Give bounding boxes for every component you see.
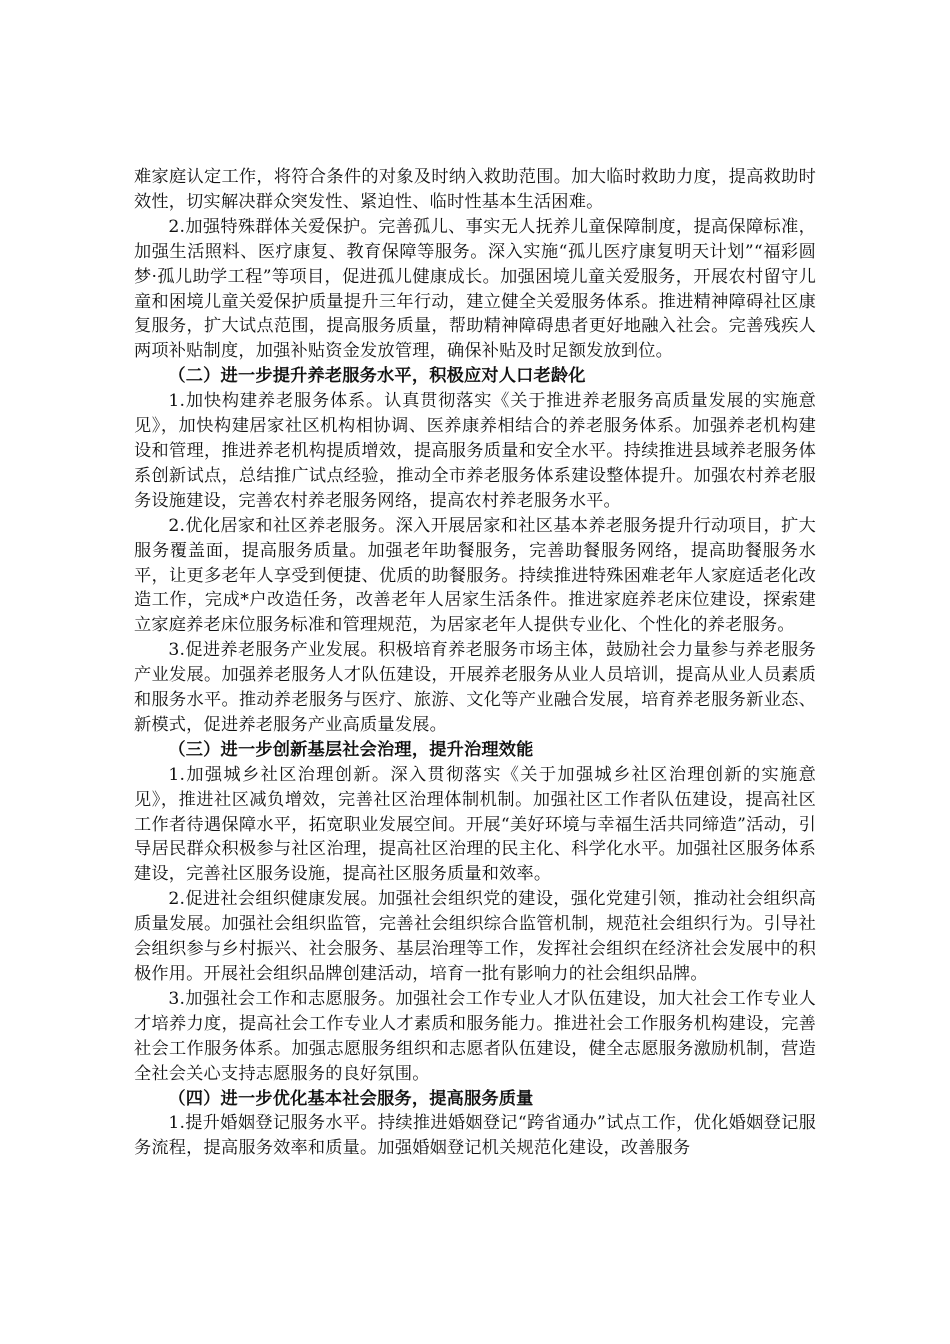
- paragraph-special-groups-care: 2.加强特殊群体关爱保护。完善孤儿、事实无人抚养儿童保障制度，提高保障标准，加强生活照料、医疗康复、教育保障等服务。深入实施“孤儿医疗康复明天计划”“福彩圆梦·孤儿助学工程”等项目，促进孤儿健康成长。加强困境儿童关爱服务，开展农村留守儿童和困境儿童关爱保护质量提升三年行动，建立健全关爱服务体系。推进精神障碍社区康复服务，扩大试点范围，提高服务质量，帮助精神障碍患者更好地融入社会。完善残疾人两项补贴制度，加强补贴资金发放管理，确保补贴及时足额发放到位。: [134, 216, 816, 362]
- paragraph-elderly-care-industry: 3.促进养老服务产业发展。积极培育养老服务市场主体，鼓励社会力量参与养老服务产业发展。加强养老服务人才队伍建设，开展养老服务从业人员培训，提高从业人员素质和服务水平。推动养老服务与医疗、旅游、文化等产业融合发展，培育养老服务新业态、新模式，促进养老服务产业高质量发展。: [134, 640, 816, 735]
- paragraph-home-community-care: 2.优化居家和社区养老服务。深入开展居家和社区基本养老服务提升行动项目，扩大服务覆盖面，提高服务质量。加强老年助餐服务，完善助餐服务网络，提高助餐服务水平，让更多老年人享受到便捷、优质的助餐服务。持续推进特殊困难老年人家庭适老化改造工作，完成*户改造任务，改善老年人居家生活条件。推进家庭养老床位建设，探索建立家庭养老床位服务标准和管理规范，为居家老年人提供专业化、个性化的养老服务。: [134, 515, 816, 636]
- paragraph-elderly-care-system: 1.加快构建养老服务体系。认真贯彻落实《关于推进养老服务高质量发展的实施意见》，加快构建居家社区机构相协调、医养康养相结合的养老服务体系。加强养老机构建设和管理，推进养老机构提质增效，提高服务质量和安全水平。持续推进县域养老服务体系创新试点，总结推广试点经验，推动全市养老服务体系建设整体提升。加强农村养老服务设施建设，完善农村养老服务网络，提高农村养老服务水平。: [134, 391, 816, 511]
- document-page: [134, 165, 816, 1161]
- paragraph-community-governance: 1.加强城乡社区治理创新。深入贯彻落实《关于加强城乡社区治理创新的实施意见》，推进社区减负增效，完善社区治理体制机制。加强社区工作者队伍建设，提高社区工作者待遇保障水平，拓宽职业发展空间。开展“美好环境与幸福生活共同缔造”活动，引导居民群众积极参与社区治理，提高社区治理的民主化、科学化水平。加强社区服务体系建设，完善社区服务设施，提高社区服务质量和效率。: [134, 764, 816, 885]
- paragraph-social-work-volunteer: 3.加强社会工作和志愿服务。加强社会工作专业人才队伍建设，加大社会工作专业人才培养力度，提高社会工作专业人才素质和服务能力。推进社会工作服务机构建设，完善社会工作服务体系。加强志愿服务组织和志愿者队伍建设，健全志愿服务激励机制，营造全社会关心支持志愿服务的良好氛围。: [134, 988, 816, 1084]
- section-heading-basic-social-services: （四）进一步优化基本社会服务，提高服务质量: [168, 1088, 534, 1109]
- section-heading-grassroots-governance: （三）进一步创新基层社会治理，提升治理效能: [168, 739, 534, 760]
- paragraph-marriage-registration: 1.提升婚姻登记服务水平。持续推进婚姻登记“跨省通办”试点工作，优化婚姻登记服务流程，提高服务效率和质量。加强婚姻登记机关规范化建设，改善服务: [134, 1113, 816, 1159]
- paragraph-social-organizations: 2.促进社会组织健康发展。加强社会组织党的建设，强化党建引领，推动社会组织高质量发展。加强社会组织监管，完善社会组织综合监管机制，规范社会组织行为。引导社会组织参与乡村振兴、社会服务、基层治理等工作，发挥社会组织在经济社会发展中的积极作用。开展社会组织品牌创建活动，培育一批有影响力的社会组织品牌。: [134, 889, 816, 984]
- section-heading-elderly-care: （二）进一步提升养老服务水平，积极应对人口老龄化: [168, 366, 586, 387]
- paragraph-social-assistance-continued: 难家庭认定工作，将符合条件的对象及时纳入救助范围。加大临时救助力度，提高救助时效性，切实解决群众突发性、紧迫性、临时性基本生活困难。: [134, 167, 816, 212]
